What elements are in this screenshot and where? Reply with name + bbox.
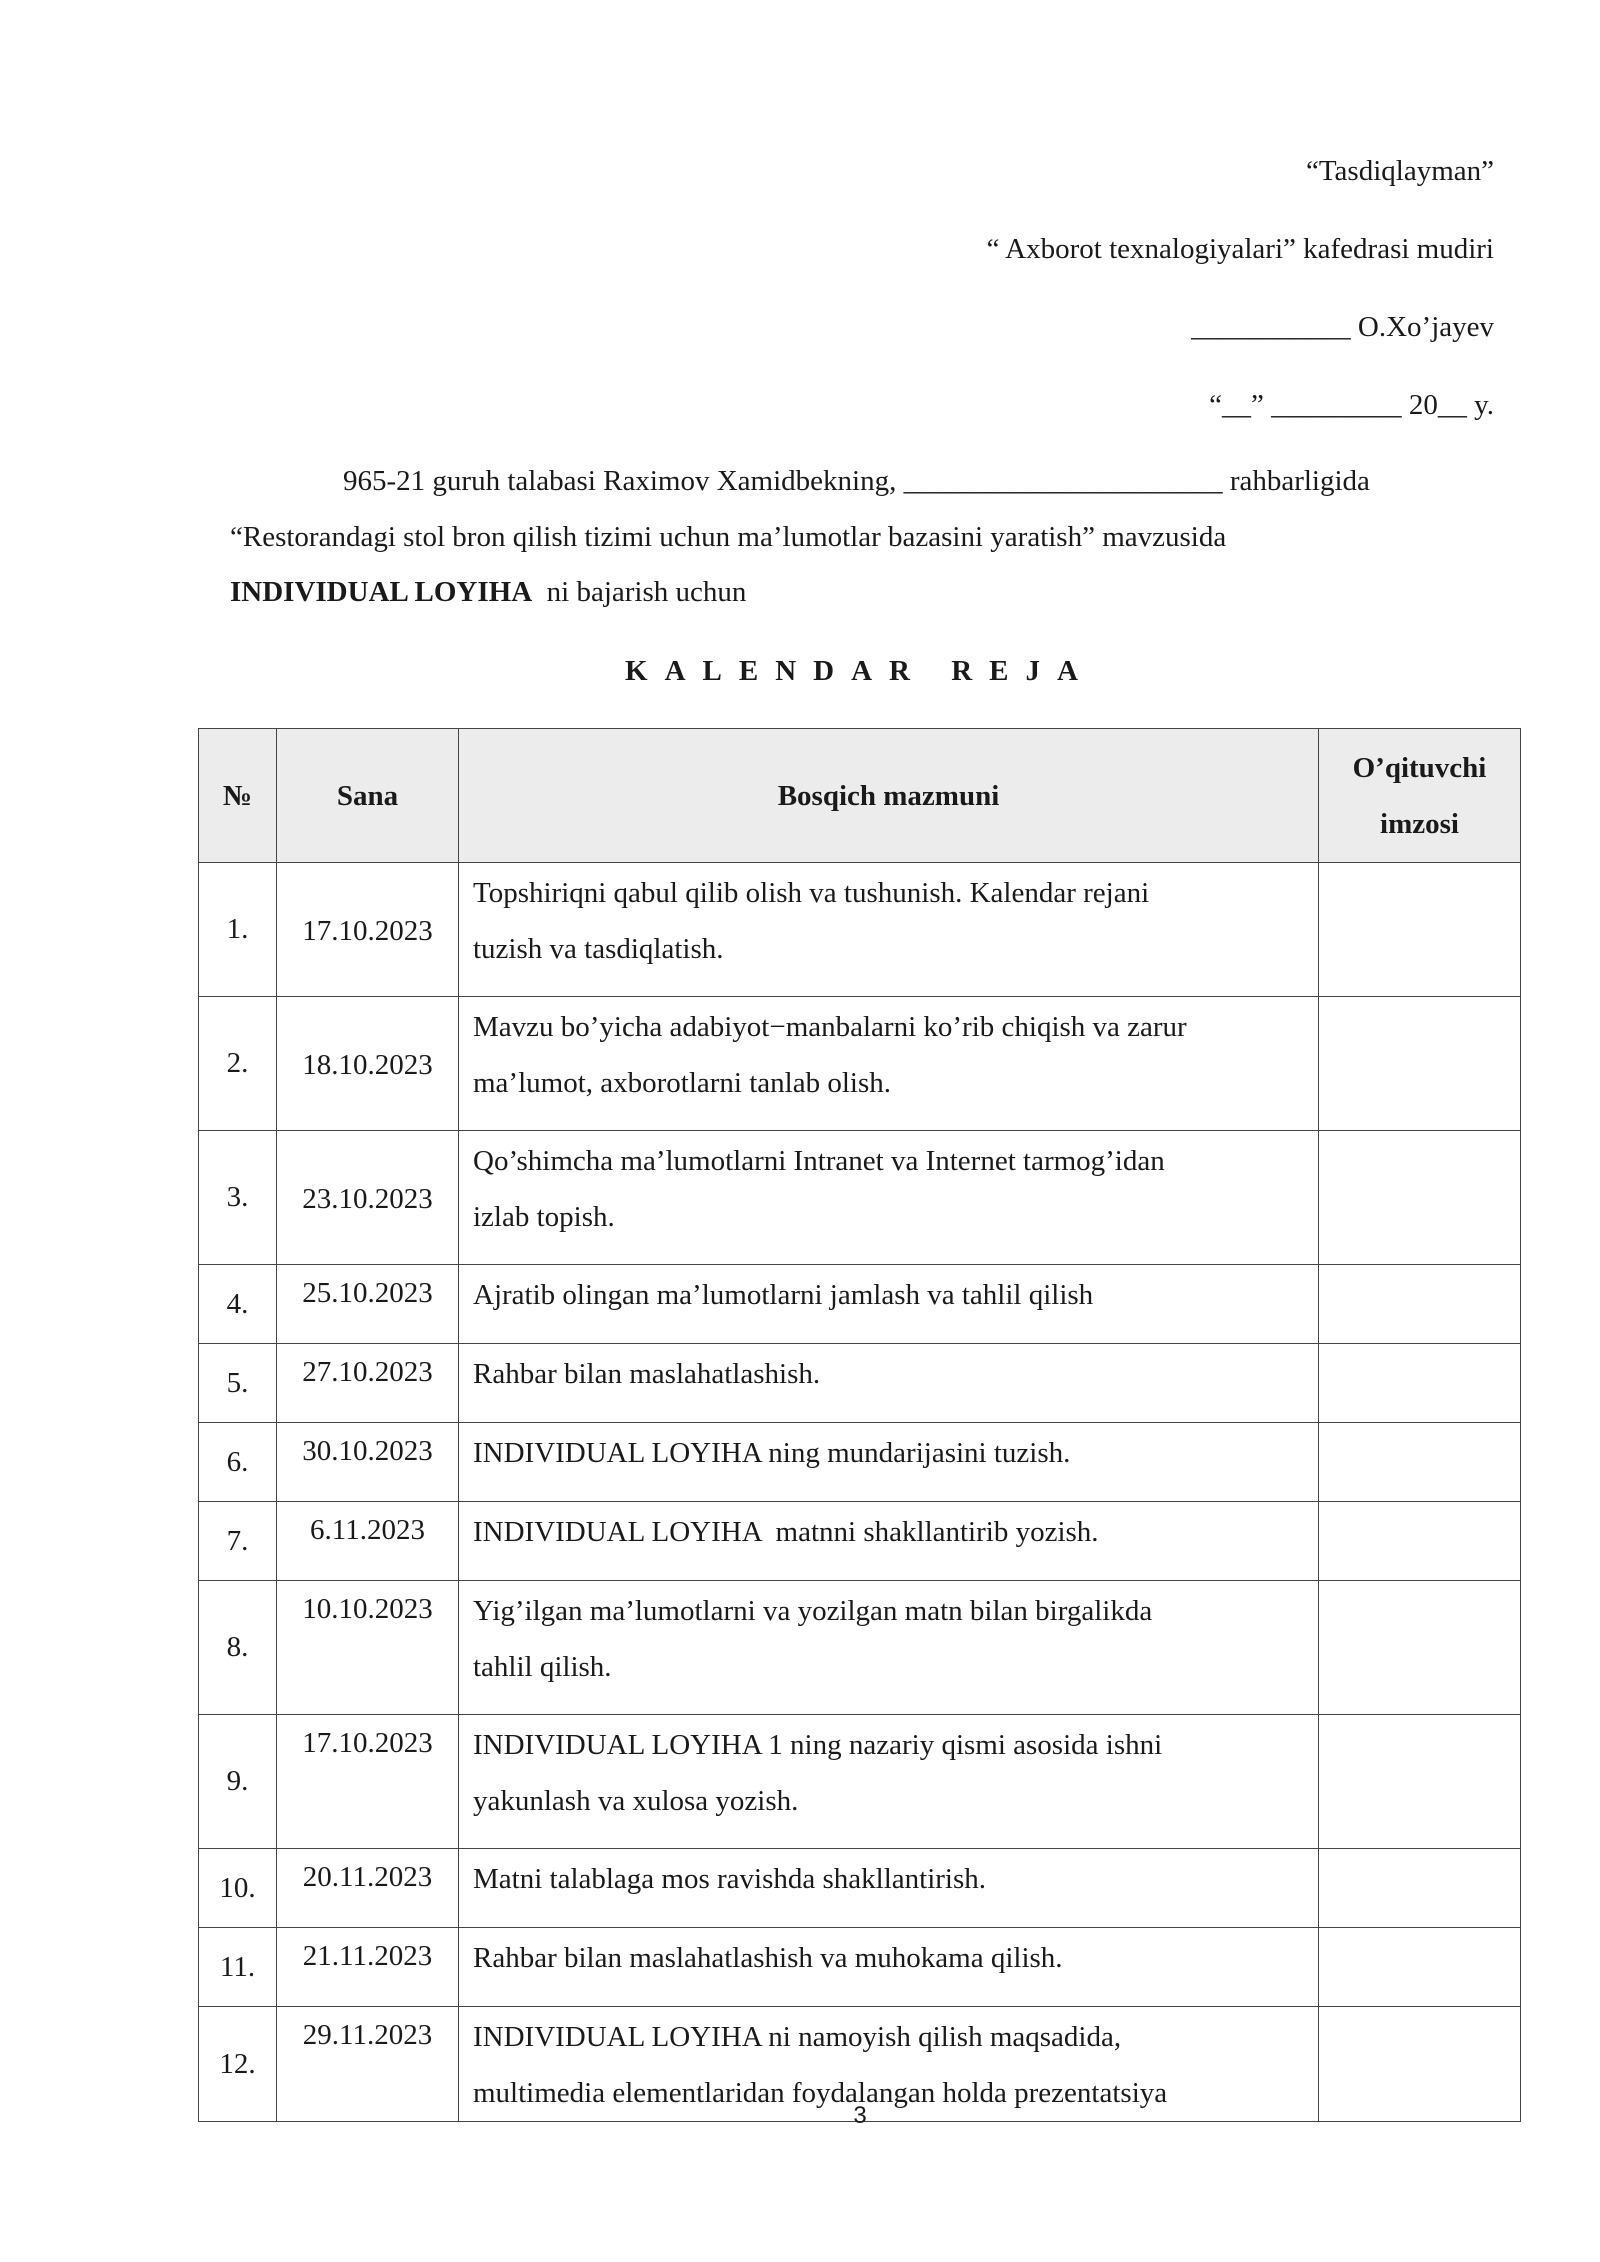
row-date: 27.10.2023 <box>277 1344 459 1423</box>
table-row <box>199 997 1521 1131</box>
row-number: 4. <box>199 1265 277 1344</box>
row-content-line-2: tahlil qilish. <box>473 1651 612 1683</box>
row-content-line-1: Qo’shimcha ma’lumotlarni Intranet va Internet tarmog’idan <box>473 1145 1165 1177</box>
row-content <box>459 1502 1319 1581</box>
row-content-line-1: Rahbar bilan maslahatlashish va muhokama qilish. <box>473 1942 1063 1974</box>
page-number: 3 <box>853 2102 867 2129</box>
row-number: 9. <box>199 1715 277 1849</box>
row-number: 8. <box>199 1581 277 1715</box>
table-row <box>199 1265 1521 1344</box>
row-content-line-1: Matni talablaga mos ravishda shakllantirish. <box>473 1863 987 1895</box>
table-row <box>199 1423 1521 1502</box>
row-content <box>459 1849 1319 1928</box>
row-content-line-2: tuzish va tasdiqlatish. <box>473 933 724 965</box>
row-number: 2. <box>199 997 277 1131</box>
row-content <box>459 863 1319 997</box>
header-date: Sana <box>277 729 459 863</box>
header-signature <box>1319 729 1521 863</box>
row-number: 12. <box>199 2007 277 2122</box>
row-content <box>459 1423 1319 1502</box>
row-content-line-1: INDIVIDUAL LOYIHA matnni shakllantirib yozish. <box>473 1516 1099 1548</box>
row-date: 29.11.2023 <box>277 2007 459 2122</box>
row-date: 30.10.2023 <box>277 1423 459 1502</box>
table-row <box>199 1581 1521 1715</box>
table-row <box>199 1928 1521 2007</box>
row-date: 23.10.2023 <box>277 1131 459 1265</box>
table-row <box>199 1131 1521 1265</box>
intro-line-3-rest: ni bajarish uchun <box>532 576 747 608</box>
row-signature-cell <box>1319 1715 1521 1849</box>
calendar-table <box>198 728 1521 2122</box>
row-signature-cell <box>1319 1423 1521 1502</box>
row-date: 25.10.2023 <box>277 1265 459 1344</box>
table-row <box>199 1849 1521 1928</box>
row-content <box>459 1265 1319 1344</box>
row-signature-cell <box>1319 1581 1521 1715</box>
row-signature-cell <box>1319 997 1521 1131</box>
approval-line-4: “__” _________ 20__ y. <box>1209 389 1494 421</box>
row-signature-cell <box>1319 1265 1521 1344</box>
row-content-line-1: Mavzu bo’yicha adabiyot−manbalarni ko’rib chiqish va zarur <box>473 1011 1187 1043</box>
project-type-bold: INDIVIDUAL LOYIHA <box>230 576 533 608</box>
row-content <box>459 1581 1319 1715</box>
approval-line-2: “ Axborot texnalogiyalari” kafedrasi mudiri <box>986 233 1494 265</box>
header-number: № <box>199 729 277 863</box>
row-number: 10. <box>199 1849 277 1928</box>
header-content: Bosqich mazmuni <box>459 729 1319 863</box>
row-signature-cell <box>1319 1502 1521 1581</box>
row-signature-cell <box>1319 1928 1521 2007</box>
row-content-line-1: Rahbar bilan maslahatlashish. <box>473 1358 821 1390</box>
row-number: 11. <box>199 1928 277 2007</box>
row-content-line-1: Yig’ilgan ma’lumotlarni va yozilgan matn bilan birgalikda <box>473 1595 1153 1627</box>
row-number: 5. <box>199 1344 277 1423</box>
row-content-line-1: INDIVIDUAL LOYIHA ning mundarijasini tuzish. <box>473 1437 1071 1469</box>
header-signature-line-2: imzosi <box>1380 807 1459 840</box>
page-title: KALENDAR REJA <box>625 655 1095 687</box>
row-signature-cell <box>1319 863 1521 997</box>
row-content <box>459 1715 1319 1849</box>
row-date: 6.11.2023 <box>277 1502 459 1581</box>
row-content-line-1: Topshiriqni qabul qilib olish va tushunish. Kalendar rejani <box>473 877 1150 909</box>
row-content-line-1: INDIVIDUAL LOYIHA ni namoyish qilish maqsadida, <box>473 2021 1122 2053</box>
row-date: 20.11.2023 <box>277 1849 459 1928</box>
row-content-line-2: ma’lumot, axborotlarni tanlab olish. <box>473 1067 891 1099</box>
approval-line-1: “Tasdiqlayman” <box>1305 155 1494 187</box>
row-content-line-1: INDIVIDUAL LOYIHA 1 ning nazariy qismi asosida ishni <box>473 1729 1163 1761</box>
row-signature-cell <box>1319 1344 1521 1423</box>
row-content <box>459 1928 1319 2007</box>
row-content-line-2: multimedia elementlaridan foydalangan holda prezentatsiya <box>473 2077 1168 2109</box>
intro-line-1: 965-21 guruh talabasi Raximov Xamidbekning, ______________________ rahbarligida <box>343 465 1370 497</box>
table-row <box>199 1344 1521 1423</box>
row-date: 21.11.2023 <box>277 1928 459 2007</box>
approval-line-3: ___________ O.Xo’jayev <box>1191 311 1494 343</box>
row-content <box>459 1131 1319 1265</box>
row-signature-cell <box>1319 1131 1521 1265</box>
row-date: 17.10.2023 <box>277 1715 459 1849</box>
row-content <box>459 997 1319 1131</box>
row-date: 10.10.2023 <box>277 1581 459 1715</box>
row-date: 17.10.2023 <box>277 863 459 997</box>
table-row <box>199 1502 1521 1581</box>
row-content-line-2: yakunlash va xulosa yozish. <box>473 1785 799 1817</box>
table-row <box>199 1715 1521 1849</box>
intro-line-2: “Restorandagi stol bron qilish tizimi uchun ma’lumotlar bazasini yaratish” mavzusida <box>230 521 1227 553</box>
table-header-row <box>199 729 1521 863</box>
row-number: 6. <box>199 1423 277 1502</box>
row-number: 1. <box>199 863 277 997</box>
row-number: 3. <box>199 1131 277 1265</box>
row-number: 7. <box>199 1502 277 1581</box>
header-signature-line-1: O’qituvchi <box>1352 751 1487 784</box>
row-signature-cell <box>1319 1849 1521 1928</box>
row-date: 18.10.2023 <box>277 997 459 1131</box>
row-content-line-2: izlab topish. <box>473 1201 615 1233</box>
table-row <box>199 863 1521 997</box>
row-content <box>459 1344 1319 1423</box>
row-content-line-1: Ajratib olingan ma’lumotlarni jamlash va tahlil qilish <box>473 1279 1094 1311</box>
intro-line-3 <box>230 575 746 609</box>
